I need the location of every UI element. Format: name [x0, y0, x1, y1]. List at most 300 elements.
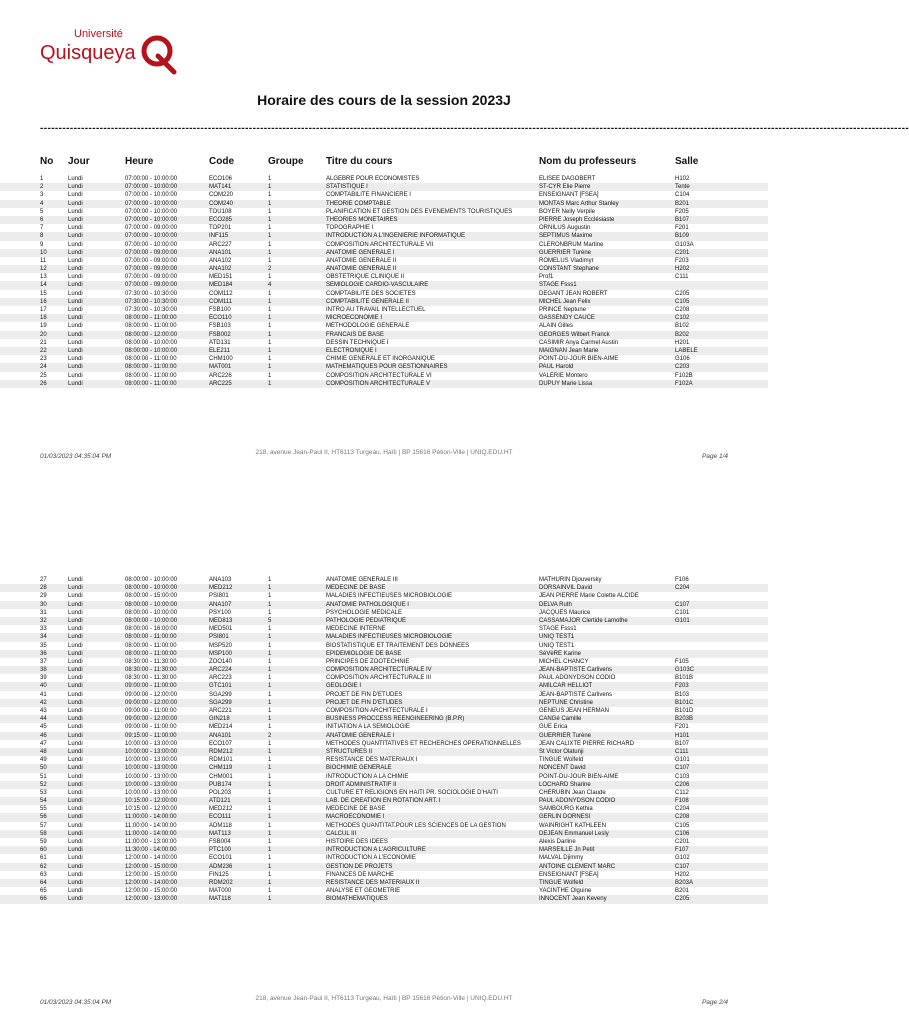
university-logo — [40, 28, 190, 78]
cell-salle: B201 — [675, 200, 690, 207]
cell-jour: Lundi — [68, 863, 83, 870]
cell-heure: 10:00:00 - 13:00:00 — [125, 781, 178, 788]
cell-no: 29 — [40, 593, 47, 600]
cell-professeur: CONSTANT Stephane — [539, 266, 599, 273]
cell-code: TOP201 — [209, 225, 232, 232]
cell-titre: PLANIFICATION ET GESTION DES EVENEMENTS TOURISTIQUES — [326, 208, 513, 215]
cell-no: 34 — [40, 634, 47, 641]
cell-titre: TOPOGRAPHIE I — [326, 225, 374, 232]
cell-jour: Lundi — [68, 257, 83, 264]
cell-jour: Lundi — [68, 748, 83, 755]
cell-groupe: 1 — [268, 896, 272, 903]
cell-salle: F201 — [675, 225, 689, 232]
cell-heure: 08:00:00 - 11:00:00 — [125, 634, 177, 641]
cell-professeur: ENSEIGNANT [FSEA] — [539, 192, 599, 199]
cell-no: 20 — [40, 331, 47, 338]
cell-salle: C206 — [675, 781, 690, 788]
cell-code: PSI801 — [209, 593, 229, 600]
cell-titre: COMPTABILITE GENERALE II — [326, 298, 409, 305]
cell-salle: B107 — [675, 740, 690, 747]
table-row — [0, 355, 768, 363]
cell-professeur: JEAN CALIXTE PIERRE RICHARD — [539, 740, 635, 747]
cell-professeur: STAGE Fsss1 — [539, 282, 577, 289]
cell-code: PUB174 — [209, 781, 232, 788]
cell-groupe: 1 — [268, 634, 272, 641]
cell-professeur: Prof1 — [539, 274, 554, 281]
cell-jour: Lundi — [68, 364, 83, 371]
table-row — [0, 298, 768, 306]
cell-jour: Lundi — [68, 871, 83, 878]
cell-groupe: 1 — [268, 184, 272, 191]
table-row — [0, 257, 768, 265]
cell-groupe: 1 — [268, 257, 272, 264]
cell-jour: Lundi — [68, 773, 83, 780]
cell-professeur: NONCENT David — [539, 765, 586, 772]
cell-heure: 08:00:00 - 10:00:00 — [125, 601, 178, 608]
cell-heure: 09:15:00 - 11:00:00 — [125, 732, 177, 739]
cell-heure: 08:00:00 - 11:00:00 — [125, 380, 177, 387]
cell-professeur: ENSEIGNANT [FSEA] — [539, 871, 599, 878]
cell-code: FSB103 — [209, 323, 231, 330]
cell-titre: COMPOSITION ARCHITECTURALE IV — [326, 667, 432, 674]
cell-jour: Lundi — [68, 847, 83, 854]
cell-groupe: 1 — [268, 773, 272, 780]
cell-heure: 07:00:00 - 09:00:00 — [125, 257, 178, 264]
cell-salle: H102 — [675, 176, 690, 182]
cell-groupe: 1 — [268, 724, 272, 731]
cell-heure: 08:00:00 - 10:00:00 — [125, 347, 178, 354]
cell-titre: STATISTIQUE I — [326, 184, 368, 191]
cell-no: 46 — [40, 732, 47, 739]
table-row — [0, 183, 768, 191]
cell-heure: 07:00:00 - 10:00:00 — [125, 216, 178, 223]
cell-jour: Lundi — [68, 274, 83, 281]
cell-jour: Lundi — [68, 192, 83, 199]
cell-no: 11 — [40, 257, 47, 264]
cell-code: ELE211 — [209, 347, 230, 354]
cell-no: 36 — [40, 650, 47, 657]
cell-groupe: 1 — [268, 298, 272, 305]
cell-titre: ANATOMIE GENERALE I — [326, 249, 395, 256]
cell-titre: LAB. DE CREATION EN ROTATION ART. I — [326, 798, 441, 805]
cell-groupe: 1 — [268, 216, 272, 223]
cell-professeur: ELISEE DAGOBERT — [539, 176, 596, 182]
cell-no: 52 — [40, 781, 47, 788]
table-row — [0, 863, 768, 871]
table-row — [0, 813, 768, 821]
cell-heure: 08:30:00 - 11:30:00 — [125, 667, 177, 674]
cell-salle: F203 — [675, 683, 689, 690]
cell-professeur: GUE Erica — [539, 724, 568, 731]
cell-salle: B203B — [675, 716, 694, 723]
cell-salle: C105 — [675, 822, 690, 829]
cell-heure: 12:00:00 - 15:00:00 — [125, 863, 178, 870]
cell-titre: INTRODUCTION A L'AGRICULTURE — [326, 847, 426, 854]
cell-titre: MATHEMATIQUES POUR GESTIONNAIRES — [326, 364, 448, 371]
table-row — [0, 625, 768, 633]
cell-no: 21 — [40, 339, 47, 346]
cell-titre: RESISTANCE DES MATERIAUX II — [326, 879, 420, 886]
cell-jour: Lundi — [68, 740, 83, 747]
cell-professeur: GUERRIER Turène — [539, 249, 592, 256]
cell-professeur: GUERRIER Turène — [539, 732, 592, 739]
cell-jour: Lundi — [68, 339, 83, 346]
cell-code: PSI801 — [209, 634, 229, 641]
cell-jour: Lundi — [68, 724, 83, 731]
cell-salle: F102A — [675, 380, 693, 387]
cell-professeur: JACQUES Maurice — [539, 609, 591, 616]
cell-groupe: 1 — [268, 806, 272, 813]
cell-titre: MALADIES INFECTIEUSES MICROBIOLOGIE — [326, 634, 453, 641]
cell-jour: Lundi — [68, 642, 83, 649]
cell-professeur: TINGUE Wolfeld — [539, 757, 584, 764]
cell-code: ECO285 — [209, 216, 233, 223]
cell-jour: Lundi — [68, 806, 83, 813]
table-row — [0, 879, 768, 887]
cell-jour: Lundi — [68, 225, 83, 232]
table-row — [0, 617, 768, 625]
footer-address: 218, avenue Jean-Paul II, HT6113 Turgeau, Haïti | BP 15616 Pétion-Ville | UNIQ.EDU.HT — [255, 449, 513, 456]
cell-code: ADM118 — [209, 822, 232, 829]
cell-heure: 07:00:00 - 09:00:00 — [125, 249, 178, 256]
cell-groupe: 1 — [268, 855, 272, 862]
table-row — [0, 191, 768, 199]
table-row — [0, 363, 768, 371]
cell-professeur: PAUL ADONYDSON CODIO — [539, 675, 616, 682]
cell-professeur: SEPTIMUS Maxime — [539, 233, 593, 240]
cell-heure: 07:00:00 - 09:00:00 — [125, 274, 178, 281]
cell-salle: B202 — [675, 331, 690, 338]
cell-code: POL203 — [209, 789, 232, 796]
cell-jour: Lundi — [68, 699, 83, 706]
cell-no: 27 — [40, 577, 47, 583]
cell-salle: G101 — [675, 617, 690, 624]
cell-titre: PATHOLOGIE PEDIATRIQUE — [326, 617, 407, 624]
table-row — [0, 658, 768, 666]
cell-no: 47 — [40, 740, 47, 747]
cell-heure: 10:15:00 - 12:00:00 — [125, 798, 178, 805]
cell-code: COM112 — [209, 290, 233, 297]
cell-groupe: 1 — [268, 871, 272, 878]
cell-groupe: 1 — [268, 577, 272, 583]
cell-code: FSB100 — [209, 307, 231, 313]
cell-groupe: 1 — [268, 642, 272, 649]
cell-no: 24 — [40, 364, 47, 371]
table-row — [0, 789, 768, 797]
cell-code: ANA101 — [209, 732, 232, 739]
cell-jour: Lundi — [68, 315, 83, 322]
cell-titre: MICROECONOMIE I — [326, 315, 383, 322]
cell-groupe: 1 — [268, 847, 272, 854]
cell-professeur: BOYER Nelly Verpile — [539, 208, 596, 215]
cell-code: ANA102 — [209, 257, 232, 264]
cell-professeur: ORNILUS Augustin — [539, 225, 591, 232]
cell-salle: H101 — [675, 732, 690, 739]
cell-no: 4 — [40, 200, 44, 207]
cell-jour: Lundi — [68, 176, 83, 182]
cell-groupe: 1 — [268, 691, 272, 698]
header-no: No — [40, 156, 54, 167]
table-row — [0, 838, 768, 846]
cell-code: RDM101 — [209, 757, 233, 764]
cell-no: 50 — [40, 765, 47, 772]
cell-professeur: POINT-DU-JOUR BIEN-AIME — [539, 773, 619, 780]
cell-no: 17 — [40, 307, 47, 313]
cell-salle: F105 — [675, 658, 689, 665]
cell-no: 10 — [40, 249, 47, 256]
cell-titre: RESISTANCE DES MATERIAUX I — [326, 757, 418, 764]
cell-heure: 10:00:00 - 13:00:00 — [125, 757, 178, 764]
cell-code: FSB004 — [209, 839, 231, 845]
cell-professeur: CASSAMAJOR Clertide Lamothe — [539, 617, 628, 624]
cell-code: MED501 — [209, 626, 233, 633]
cell-code: ARC224 — [209, 667, 232, 674]
cell-professeur: WAINRIGHT KATHLEEN — [539, 822, 606, 829]
table-row — [0, 208, 768, 216]
table-header — [0, 156, 768, 170]
cell-salle: B109 — [675, 233, 690, 240]
cell-titre: GESTION DE PROJETS — [326, 863, 393, 870]
cell-code: FSB002 — [209, 331, 231, 338]
cell-no: 61 — [40, 855, 47, 862]
cell-no: 8 — [40, 233, 44, 240]
cell-groupe: 1 — [268, 307, 272, 313]
cell-groupe: 1 — [268, 789, 272, 796]
footer-date: 01/03/2023 04:35:04 PM — [40, 999, 112, 1006]
cell-code: PSY100 — [209, 609, 232, 616]
cell-jour: Lundi — [68, 691, 83, 698]
cell-salle: C103 — [675, 773, 690, 780]
cell-heure: 12:00:00 - 14:00:00 — [125, 879, 178, 886]
cell-groupe: 1 — [268, 626, 272, 633]
cell-no: 56 — [40, 814, 47, 821]
cell-no: 41 — [40, 691, 47, 698]
cell-no: 33 — [40, 626, 47, 633]
cell-groupe: 1 — [268, 765, 272, 772]
cell-salle: F205 — [675, 208, 689, 215]
cell-no: 18 — [40, 315, 47, 322]
cell-salle: H202 — [675, 871, 690, 878]
cell-no: 13 — [40, 274, 47, 281]
cell-titre: PRINCIPES DE ZOOTECHNIE — [326, 658, 410, 665]
cell-groupe: 1 — [268, 323, 272, 330]
table-row — [0, 372, 768, 380]
cell-professeur: CASIMIR Anya Carmel Austin — [539, 339, 619, 346]
cell-salle: F203 — [675, 257, 689, 264]
cell-code: MED151 — [209, 274, 233, 281]
cell-professeur: AMILCAR HELLIOT — [539, 683, 593, 690]
cell-jour: Lundi — [68, 356, 83, 363]
cell-heure: 08:30:00 - 11:30:00 — [125, 675, 177, 682]
cell-salle: B101D — [675, 708, 694, 714]
cell-code: ATD131 — [209, 339, 231, 346]
cell-groupe: 1 — [268, 708, 272, 714]
cell-titre: PROJET DE FIN D'ETUDES — [326, 699, 403, 706]
cell-titre: GEOLOGIE I — [326, 683, 362, 690]
cell-groupe: 5 — [268, 617, 272, 624]
cell-groupe: 1 — [268, 757, 272, 764]
table-row — [0, 314, 768, 322]
cell-groupe: 1 — [268, 609, 272, 616]
cell-salle: Tente — [675, 184, 690, 191]
table-row — [0, 854, 768, 862]
cell-salle: G101 — [675, 757, 690, 764]
logo-small-text: Université — [74, 28, 123, 40]
cell-jour: Lundi — [68, 331, 83, 338]
cell-jour: Lundi — [68, 757, 83, 764]
cell-heure: 07:30:00 - 10:30:00 — [125, 290, 178, 297]
cell-salle: LABELE — [675, 347, 698, 354]
table-row — [0, 773, 768, 781]
cell-heure: 12:00:00 - 15:00:00 — [125, 888, 178, 895]
cell-heure: 08:00:00 - 11:00:00 — [125, 650, 177, 657]
cell-titre: COMPTABILITE DES SOCIETES — [326, 290, 416, 297]
cell-titre: MEDECINE DE BASE — [326, 806, 386, 813]
cell-jour: Lundi — [68, 347, 83, 354]
cell-heure: 10:00:00 - 13:00:00 — [125, 765, 178, 772]
cell-salle: F102B — [675, 372, 693, 379]
cell-groupe: 1 — [268, 748, 272, 755]
cell-professeur: ROMELUS Vladimyr — [539, 257, 594, 264]
table-row — [0, 601, 768, 609]
cell-groupe: 1 — [268, 192, 272, 199]
cell-professeur: MARSEILLE Jn Petit — [539, 847, 595, 854]
cell-salle: G103C — [675, 667, 695, 674]
cell-no: 30 — [40, 601, 47, 608]
cell-professeur: MICHEL Jean Felix — [539, 298, 591, 305]
cell-groupe: 1 — [268, 364, 272, 371]
cell-professeur: PRINCE Neptune — [539, 307, 587, 313]
cell-no: 32 — [40, 617, 47, 624]
cell-no: 44 — [40, 716, 47, 723]
cell-salle: C203 — [675, 364, 690, 371]
cell-professeur: POINT-DU-JOUR BIEN-AIME — [539, 356, 619, 363]
cell-groupe: 1 — [268, 315, 272, 322]
cell-salle: C106 — [675, 830, 690, 837]
cell-jour: Lundi — [68, 708, 83, 714]
cell-jour: Lundi — [68, 839, 83, 845]
cell-salle: C104 — [675, 192, 690, 199]
cell-jour: Lundi — [68, 830, 83, 837]
cell-titre: EPIDEMIOLOGIE DE BASE — [326, 650, 402, 657]
cell-no: 66 — [40, 896, 47, 903]
cell-heure: 08:00:00 - 11:00:00 — [125, 315, 177, 322]
cell-heure: 07:00:00 - 10:00:00 — [125, 200, 178, 207]
cell-jour: Lundi — [68, 658, 83, 665]
cell-heure: 12:00:00 - 13:00:00 — [125, 896, 178, 903]
cell-code: ARC221 — [209, 708, 232, 714]
cell-groupe: 1 — [268, 290, 272, 297]
cell-code: TOU108 — [209, 208, 232, 215]
cell-professeur: DUPUY Marie Lissa — [539, 380, 593, 387]
cell-professeur: PAUL ADONYDSON CODIO — [539, 798, 616, 805]
cell-groupe: 1 — [268, 798, 272, 805]
cell-no: 37 — [40, 658, 47, 665]
cell-titre: COMPOSITION ARCHITECTURALE V — [326, 380, 431, 387]
cell-code: MAT000 — [209, 888, 232, 895]
cell-code: COM240 — [209, 200, 234, 207]
cell-code: ARC225 — [209, 380, 232, 387]
page-footer-2 — [0, 995, 768, 1007]
cell-groupe: 1 — [268, 225, 272, 232]
cell-jour: Lundi — [68, 216, 83, 223]
table-row — [0, 732, 768, 740]
cell-code: MED212 — [209, 806, 233, 813]
table-row — [0, 781, 768, 789]
cell-no: 31 — [40, 609, 47, 616]
cell-salle: G106 — [675, 356, 690, 363]
cell-heure: 08:00:00 - 12:00:00 — [125, 331, 178, 338]
cell-salle: C107 — [675, 765, 690, 772]
cell-heure: 07:00:00 - 10:00:00 — [125, 208, 178, 215]
cell-heure: 07:00:00 - 10:00:00 — [125, 184, 178, 191]
cell-jour: Lundi — [68, 888, 83, 895]
cell-no: 22 — [40, 347, 47, 354]
cell-jour: Lundi — [68, 184, 83, 191]
cell-titre: INTRO AU TRAVAIL INTELLECTUEL — [326, 307, 426, 313]
cell-no: 12 — [40, 266, 47, 273]
cell-heure: 08:00:00 - 10:00:00 — [125, 617, 178, 624]
cell-heure: 07:00:00 - 09:00:00 — [125, 225, 178, 232]
table-row — [0, 723, 768, 731]
cell-groupe: 1 — [268, 356, 272, 363]
cell-heure: 07:00:00 - 09:00:00 — [125, 266, 178, 273]
cell-no: 59 — [40, 839, 47, 845]
cell-titre: ANALYSE ET GEOMETRIE — [326, 888, 401, 895]
cell-professeur: CANGé Camille — [539, 716, 582, 723]
cell-code: MED184 — [209, 282, 233, 289]
cell-professeur: PAUL Harold — [539, 364, 574, 371]
cell-no: 2 — [40, 184, 44, 191]
cell-heure: 08:00:00 - 11:00:00 — [125, 642, 177, 649]
cell-professeur: JEAN-BAPTISTE Carlivens — [539, 667, 613, 674]
cell-jour: Lundi — [68, 789, 83, 796]
cell-professeur: JEAN-BAPTISTE Carlivens — [539, 691, 613, 698]
cell-professeur: MATHURIN Djouversky — [539, 577, 602, 583]
cell-no: 16 — [40, 298, 47, 305]
cell-titre: PSYCHOLOGIE MEDICALE — [326, 609, 403, 616]
table-row — [0, 322, 768, 330]
cell-groupe: 1 — [268, 585, 272, 592]
cell-professeur: GEORGES Wilbert Franck — [539, 331, 610, 338]
cell-salle: G103A — [675, 241, 694, 248]
cell-jour: Lundi — [68, 601, 83, 608]
cell-groupe: 1 — [268, 274, 272, 281]
cell-no: 60 — [40, 847, 47, 854]
cell-groupe: 1 — [268, 888, 272, 895]
cell-groupe: 1 — [268, 699, 272, 706]
table-row — [0, 887, 768, 895]
cell-code: ECO111 — [209, 814, 232, 821]
cell-groupe: 1 — [268, 863, 272, 870]
table-row — [0, 756, 768, 764]
cell-professeur: SéVèRE Karine — [539, 650, 582, 657]
cell-code: SGA299 — [209, 699, 232, 706]
cell-jour: Lundi — [68, 585, 83, 592]
cell-titre: MEDECINE INTERNE — [326, 626, 386, 633]
cell-professeur: LOCHARD Sharine — [539, 781, 591, 788]
cell-code: PTC100 — [209, 847, 232, 854]
cell-code: MAT118 — [209, 896, 231, 903]
cell-heure: 10:15:00 - 12:00:00 — [125, 806, 178, 813]
cell-heure: 09:00:00 - 11:00:00 — [125, 724, 177, 731]
header-groupe: Groupe — [268, 156, 304, 167]
cell-professeur: DEGANT JEAN ROBERT — [539, 290, 608, 297]
cell-code: ATD121 — [209, 798, 231, 805]
cell-heure: 09:00:00 - 12:00:00 — [125, 716, 178, 723]
cell-groupe: 4 — [268, 282, 272, 289]
cell-no: 54 — [40, 798, 47, 805]
